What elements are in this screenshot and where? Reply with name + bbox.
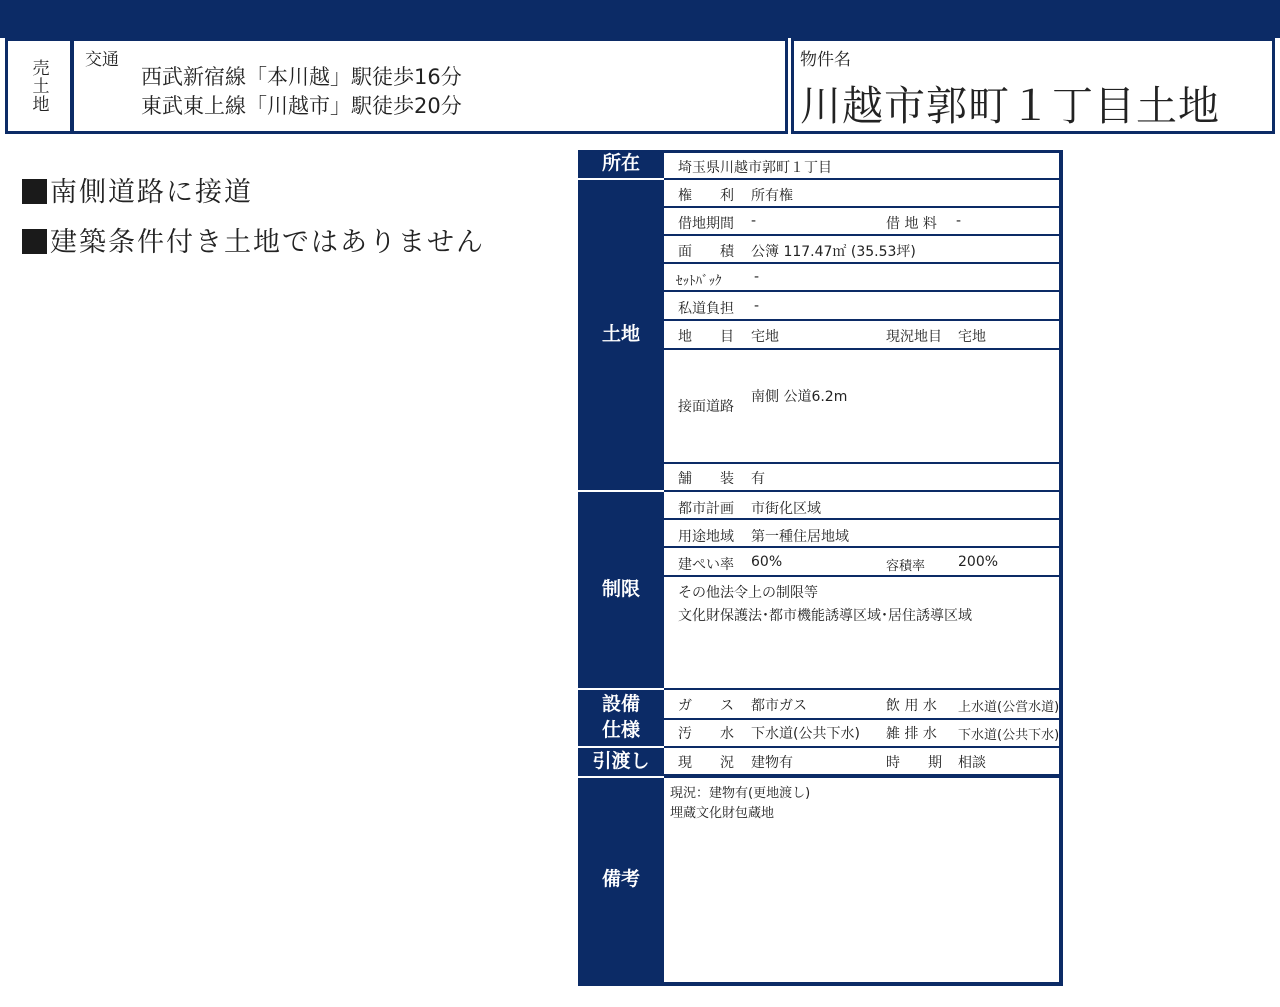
highlight-1 xyxy=(22,170,253,209)
category-facilities-line2: 仕様 xyxy=(601,719,640,741)
timing-label: 時 期 xyxy=(886,755,942,771)
sale-type-badge xyxy=(8,41,74,131)
drain-value: 下水道(公共下水) xyxy=(958,728,1060,743)
row-divider xyxy=(664,206,1059,208)
sewage-label: 汚 水 xyxy=(678,726,734,742)
top-banner xyxy=(0,0,1280,38)
row-divider xyxy=(664,262,1059,264)
row-divider xyxy=(664,718,1059,720)
far-label: 容積率 xyxy=(886,559,926,574)
bullet-square-icon xyxy=(22,179,47,204)
gas-label: ガ ス xyxy=(678,698,734,714)
zoning-value: 第一種住居地域 xyxy=(751,529,849,545)
property-name-label: 物件名 xyxy=(800,50,851,70)
bullet-square-icon xyxy=(22,229,47,254)
highlight-2-text: 建築条件付き土地ではありません xyxy=(50,227,485,258)
row-divider xyxy=(664,234,1059,236)
setback-label: ｾｯﾄﾊﾞｯｸ xyxy=(676,274,722,289)
timing-value: 相談 xyxy=(958,755,986,771)
land-rent-label: 借 地 料 xyxy=(886,216,937,232)
area-label: 面 積 xyxy=(678,244,734,260)
location-value: 埼玉県川越市郭町１丁目 xyxy=(678,160,832,176)
other-restrictions-value: 文化財保護法･都市機能誘導区域･居住誘導区域 xyxy=(678,608,972,624)
road-label: 接面道路 xyxy=(678,399,734,415)
row-divider xyxy=(664,575,1059,577)
row-divider xyxy=(664,290,1059,292)
property-name: 川越市郭町１丁目土地 xyxy=(800,82,1220,130)
remarks-line-1: 現況：建物有(更地渡し) xyxy=(670,786,811,801)
transport-header xyxy=(5,38,788,134)
category-location: 所在 xyxy=(601,152,640,175)
sewage-value: 下水道(公共下水) xyxy=(751,726,860,742)
status-label: 現 況 xyxy=(678,755,734,771)
other-restrictions-label: その他法令上の制限等 xyxy=(678,585,818,601)
road-value: 南側 公道6.2m xyxy=(751,389,848,405)
far-value: 200% xyxy=(958,554,999,570)
row-divider xyxy=(664,546,1059,548)
setback-value: - xyxy=(754,269,760,285)
row-divider xyxy=(664,518,1059,520)
land-section xyxy=(664,180,1059,490)
coverage-value: 60% xyxy=(751,554,783,570)
private-road-label: 私道負担 xyxy=(678,301,734,317)
rights-value: 所有権 xyxy=(751,188,793,204)
private-road-value: - xyxy=(754,298,760,314)
restrictions-section xyxy=(664,492,1059,688)
property-table xyxy=(578,150,1063,986)
city-plan-label: 都市計画 xyxy=(678,501,734,517)
sale-type-text: 売土地 xyxy=(28,59,49,113)
drain-label: 雑 排 水 xyxy=(886,726,937,742)
city-plan-value: 市街化区域 xyxy=(751,501,821,517)
category-facilities-line1: 設備 xyxy=(601,693,640,716)
gas-value: 都市ガス xyxy=(751,698,807,714)
category-facilities xyxy=(578,690,664,746)
route-1: 西武新宿線「本川越」駅徒歩16分 xyxy=(141,65,462,89)
current-category-label: 現況地目 xyxy=(886,329,942,345)
traffic-label: 交通 xyxy=(85,50,119,70)
highlight-1-text: 南側道路に接道 xyxy=(50,177,253,208)
row-divider xyxy=(664,348,1059,350)
water-value: 上水道(公営水道) xyxy=(958,700,1060,715)
lease-term-label: 借地期間 xyxy=(678,216,734,232)
land-category-value: 宅地 xyxy=(751,329,779,345)
remarks-line-2: 埋蔵文化財包蔵地 xyxy=(670,806,775,821)
row-divider xyxy=(664,319,1059,321)
property-name-header xyxy=(791,38,1275,134)
category-remarks: 備考 xyxy=(601,868,640,891)
route-2: 東武東上線「川越市」駅徒歩20分 xyxy=(141,94,462,118)
lease-term-value: - xyxy=(751,213,757,229)
row-location xyxy=(664,153,1059,178)
area-value: 公簿 117.47㎡ (35.53坪) xyxy=(751,244,916,260)
handover-section xyxy=(664,748,1059,774)
land-rent-value: - xyxy=(956,213,962,229)
row-divider xyxy=(664,462,1059,464)
zoning-label: 用途地域 xyxy=(678,529,734,545)
land-category-label: 地 目 xyxy=(678,329,734,345)
water-label: 飲 用 水 xyxy=(886,698,937,714)
current-category-value: 宅地 xyxy=(958,329,986,345)
category-handover: 引渡し xyxy=(592,750,650,773)
paving-value: 有 xyxy=(751,471,765,487)
category-land: 土地 xyxy=(601,323,640,346)
paving-label: 舗 装 xyxy=(678,471,734,487)
rights-label: 権 利 xyxy=(678,188,734,204)
coverage-label: 建ぺい率 xyxy=(678,557,734,573)
category-restrictions: 制限 xyxy=(601,578,640,601)
highlight-2 xyxy=(22,220,485,259)
status-value: 建物有 xyxy=(751,755,793,771)
remarks-section xyxy=(664,778,1059,982)
